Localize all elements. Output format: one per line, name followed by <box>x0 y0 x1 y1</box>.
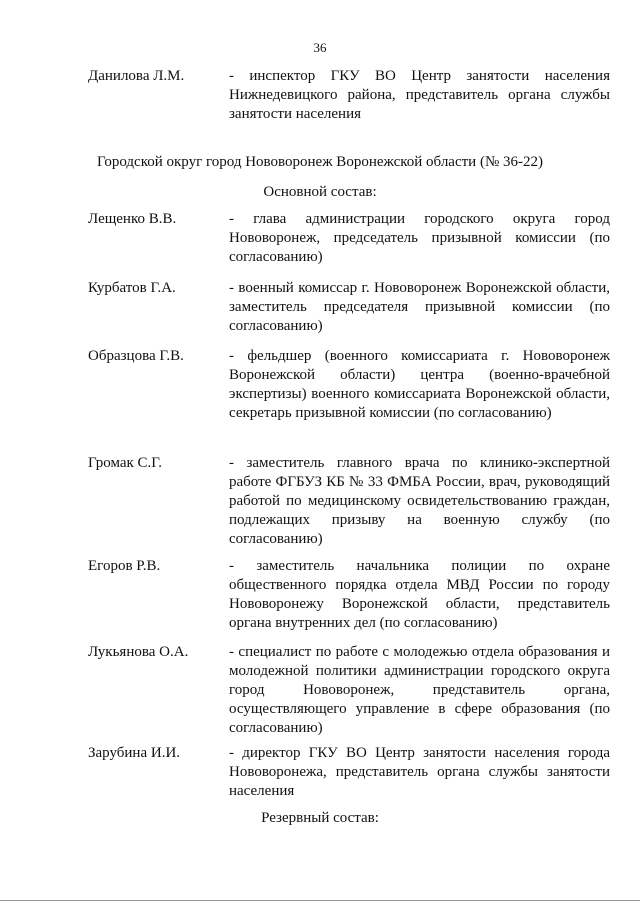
main-composition-subtitle: Основной состав: <box>263 184 377 200</box>
member-description: - заместитель начальника полиции по охране общественного порядка отдела МВД России по городу Нововоронежу Воронежской области, представитель органа внутренних дел (по согласованию) <box>229 558 610 631</box>
member-name: Лукьянова О.А. <box>88 644 189 660</box>
member-name: Егоров Р.В. <box>88 558 161 574</box>
member-name: Зарубина И.И. <box>88 745 181 761</box>
member-name: Лещенко В.В. <box>88 211 177 227</box>
member-name: Курбатов Г.А. <box>88 280 176 296</box>
section-title: Городской округ город Нововоронеж Воронежской области (№ 36-22) <box>96 154 543 170</box>
member-name: Образцова Г.В. <box>88 348 184 364</box>
member-description: - директор ГКУ ВО Центр занятости населения города Нововоронежа, представитель органа службы занятости населения <box>229 745 610 799</box>
member-description: - заместитель главного врача по клинико-экспертной работе ФГБУЗ КБ № 33 ФМБА России, врач, руководящий работой по медицинскому освидетельствованию граждан, подлежащих призыву на военную службу (по согласованию) <box>229 455 610 547</box>
page-bottom-edge <box>0 900 640 901</box>
member-description: - специалист по работе с молодежью отдела образования и молодежной политики администрации городского округа город Нововоронеж, представитель органа, осуществляющего управление в сфере образования (по согласованию) <box>229 644 610 736</box>
member-name: Данилова Л.М. <box>88 68 185 84</box>
reserve-composition-subtitle: Резервный состав: <box>261 810 379 826</box>
member-description: - фельдшер (военного комиссариата г. Нововоронеж Воронежской области) центра (военно-врачебной экспертизы) военного комиссариата Воронежской области, секретарь призывной комиссии (по согласованию) <box>229 348 610 421</box>
member-description: - военный комиссар г. Нововоронеж Воронежской области, заместитель председателя призывной комиссии (по согласованию) <box>229 280 610 334</box>
member-name: Громак С.Г. <box>88 455 163 471</box>
member-description: - глава администрации городского округа город Нововоронеж, председатель призывной комиссии (по согласованию) <box>229 211 610 265</box>
page-number: 36 <box>313 40 327 55</box>
member-description: - инспектор ГКУ ВО Центр занятости населения Нижнедевицкого района, представитель органа службы занятости населения <box>229 68 610 122</box>
